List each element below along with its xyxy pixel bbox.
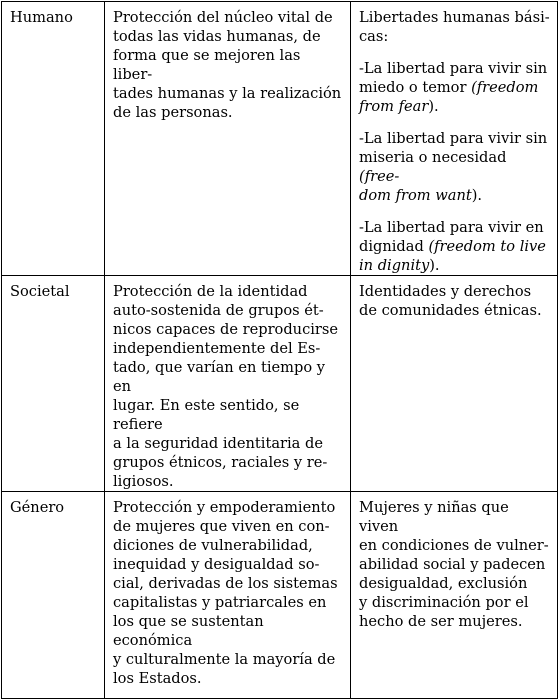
- description-line: cial, derivadas de los sistemas: [113, 575, 338, 592]
- threat-english-term: in dignity: [359, 257, 430, 274]
- description-line: nicos capaces de reproducirse: [113, 321, 339, 338]
- description-line: Protección de la identidad: [113, 283, 308, 300]
- threat-line: y discriminación por el: [359, 594, 529, 611]
- threat-line: Identidades y derechos: [359, 283, 532, 300]
- description-cell: [105, 2, 351, 276]
- description-line: todas las vidas humanas, de: [113, 28, 321, 45]
- description-line: independientemente del Es-: [113, 340, 321, 357]
- description-line: tado, que varían en tiempo y en: [113, 359, 326, 395]
- threat-line: Libertades humanas bási-: [359, 9, 550, 26]
- description-cell: [105, 276, 351, 492]
- threat-line: -La libertad para vivir en: [359, 219, 544, 236]
- type-cell: [2, 276, 105, 492]
- description-line: forma que se mejoren las liber-: [113, 47, 301, 83]
- threat-english-term: dom from want: [359, 187, 472, 204]
- description-cell: [105, 492, 351, 699]
- description-line: auto-sostenida de grupos ét-: [113, 302, 324, 319]
- threat-paragraph: [359, 129, 550, 205]
- type-cell: [2, 2, 105, 276]
- threat-line: ).: [429, 257, 440, 274]
- type-label: Humano: [10, 9, 73, 26]
- table-row: [2, 492, 558, 699]
- description-line: los Estados.: [113, 670, 202, 687]
- threat-english-term: (freedom: [471, 79, 539, 96]
- description-line: Protección del núcleo vital de: [113, 9, 333, 26]
- description-line: diciones de vulnerabilidad,: [113, 537, 313, 554]
- description-line: y culturalmente la mayoría de: [113, 651, 336, 668]
- threat-english-term: (free-: [359, 168, 400, 185]
- table-row: [2, 2, 558, 276]
- description-line: ligiosos.: [113, 473, 174, 490]
- description-line: los que se sustentan económica: [113, 613, 264, 649]
- security-types-table: [1, 1, 558, 699]
- description-line: Protección y empoderamiento: [113, 499, 336, 516]
- threat-line: miedo o temor: [359, 79, 472, 96]
- description-line: lugar. En este sentido, se refiere: [113, 397, 300, 433]
- description-line: inequidad y desigualdad so-: [113, 556, 320, 573]
- threats-cell: [351, 492, 558, 699]
- description-line: tades humanas y la realización: [113, 85, 342, 102]
- table-row: [2, 276, 558, 492]
- threat-english-term: from fear: [359, 98, 429, 115]
- threat-line: en condiciones de vulner-: [359, 537, 549, 554]
- threat-line: abilidad social y padecen: [359, 556, 546, 573]
- description-line: de mujeres que viven en con-: [113, 518, 330, 535]
- threat-line: ).: [471, 187, 483, 204]
- threat-line: -La libertad para vivir sin: [359, 130, 548, 147]
- type-label: Societal: [10, 283, 70, 300]
- description-line: de las personas.: [113, 104, 233, 121]
- threats-cell: [351, 2, 558, 276]
- description-line: grupos étnicos, raciales y re-: [113, 454, 328, 471]
- threat-line: cas:: [359, 28, 389, 45]
- threat-line: dignidad: [359, 238, 429, 255]
- threat-line: -La libertad para vivir sin: [359, 60, 548, 77]
- threat-line: ).: [428, 98, 439, 115]
- description-line: capitalistas y patriarcales en: [113, 594, 327, 611]
- threat-paragraph: [359, 218, 550, 275]
- threats-cell: [351, 276, 558, 492]
- threat-line: hecho de ser mujeres.: [359, 613, 523, 630]
- threat-line: desigualdad, exclusión: [359, 575, 528, 592]
- type-cell: [2, 492, 105, 699]
- description-line: a la seguridad identitaria de: [113, 435, 323, 452]
- threat-line: Mujeres y niñas que viven: [359, 499, 509, 535]
- threat-english-term: (freedom to live: [428, 238, 546, 255]
- threat-line: miseria o necesidad: [359, 149, 507, 166]
- threat-line: de comunidades étnicas.: [359, 302, 542, 319]
- type-label: Género: [10, 499, 65, 516]
- threat-paragraph: [359, 59, 550, 116]
- threat-paragraph: [359, 8, 550, 46]
